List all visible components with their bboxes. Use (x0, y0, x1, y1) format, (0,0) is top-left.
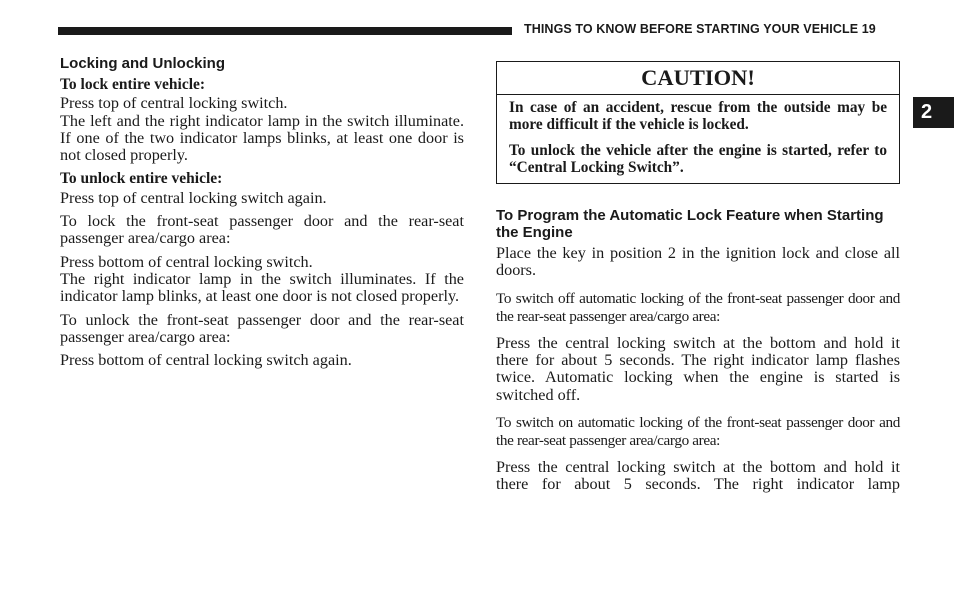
program-step-1: Place the key in position 2 in the ignition lock and close all doors. (496, 244, 900, 280)
caution-body (497, 95, 899, 183)
unlock-subheading: To unlock entire vehicle: (60, 170, 223, 188)
right-column (496, 61, 900, 500)
switch-on-intro: To switch on automatic locking of the front-seat passenger door and the rear-seat passenger area/cargo area: (496, 413, 900, 449)
switch-off-step: Press the central locking switch at the bottom and hold it there for about 5 seconds. The right indicator lamp flashes twice. Automatic locking when the engine is started is switched off. (496, 333, 900, 404)
caution-title: CAUTION! (497, 62, 899, 95)
lock-step: Press top of central locking switch. (60, 94, 288, 113)
unlock-step: Press top of central locking switch again. (60, 188, 327, 207)
switch-on-step: Press the central locking switch at the bottom and hold it there for about 5 seconds. The right indicator lamp (496, 457, 900, 494)
switch-off-intro: To switch off automatic locking of the front-seat passenger door and the rear-seat passenger area/cargo area: (496, 289, 900, 325)
unlock-passenger-intro: To unlock the front-seat passenger door and the rear-seat passenger area/cargo area: (60, 310, 464, 346)
caution-text-2: To unlock the vehicle after the engine is started, refer to “Central Locking Switch”. (509, 141, 887, 176)
header-rule (58, 27, 512, 35)
left-column (60, 55, 464, 375)
section-heading: Locking and Unlocking (60, 55, 226, 72)
unlock-passenger-step: Press bottom of central locking switch again. (60, 351, 352, 370)
caution-text-1: In case of an accident, rescue from the outside may be more difficult if the vehicle is locked. (509, 99, 887, 134)
lock-passenger-intro: To lock the front-seat passenger door and the rear-seat passenger area/cargo area: (60, 212, 464, 248)
lock-passenger-step: Press bottom of central locking switch. (60, 252, 313, 271)
program-heading: To Program the Automatic Lock Feature when Starting the Engine (496, 207, 884, 242)
running-header: THINGS TO KNOW BEFORE STARTING YOUR VEHICLE 19 (524, 22, 876, 36)
lock-subheading: To lock entire vehicle: (60, 76, 206, 93)
lock-passenger-indicator-note: The right indicator lamp in the switch illuminates. If the indicator lamp blinks, at least one door is not closed properly. (60, 269, 464, 306)
chapter-tab: 2 (913, 97, 954, 128)
lock-indicator-note: The left and the right indicator lamp in the switch illuminate. If one of the two indicator lamps blinks, at least one door is not closed properly. (60, 111, 464, 165)
caution-box (496, 61, 900, 184)
